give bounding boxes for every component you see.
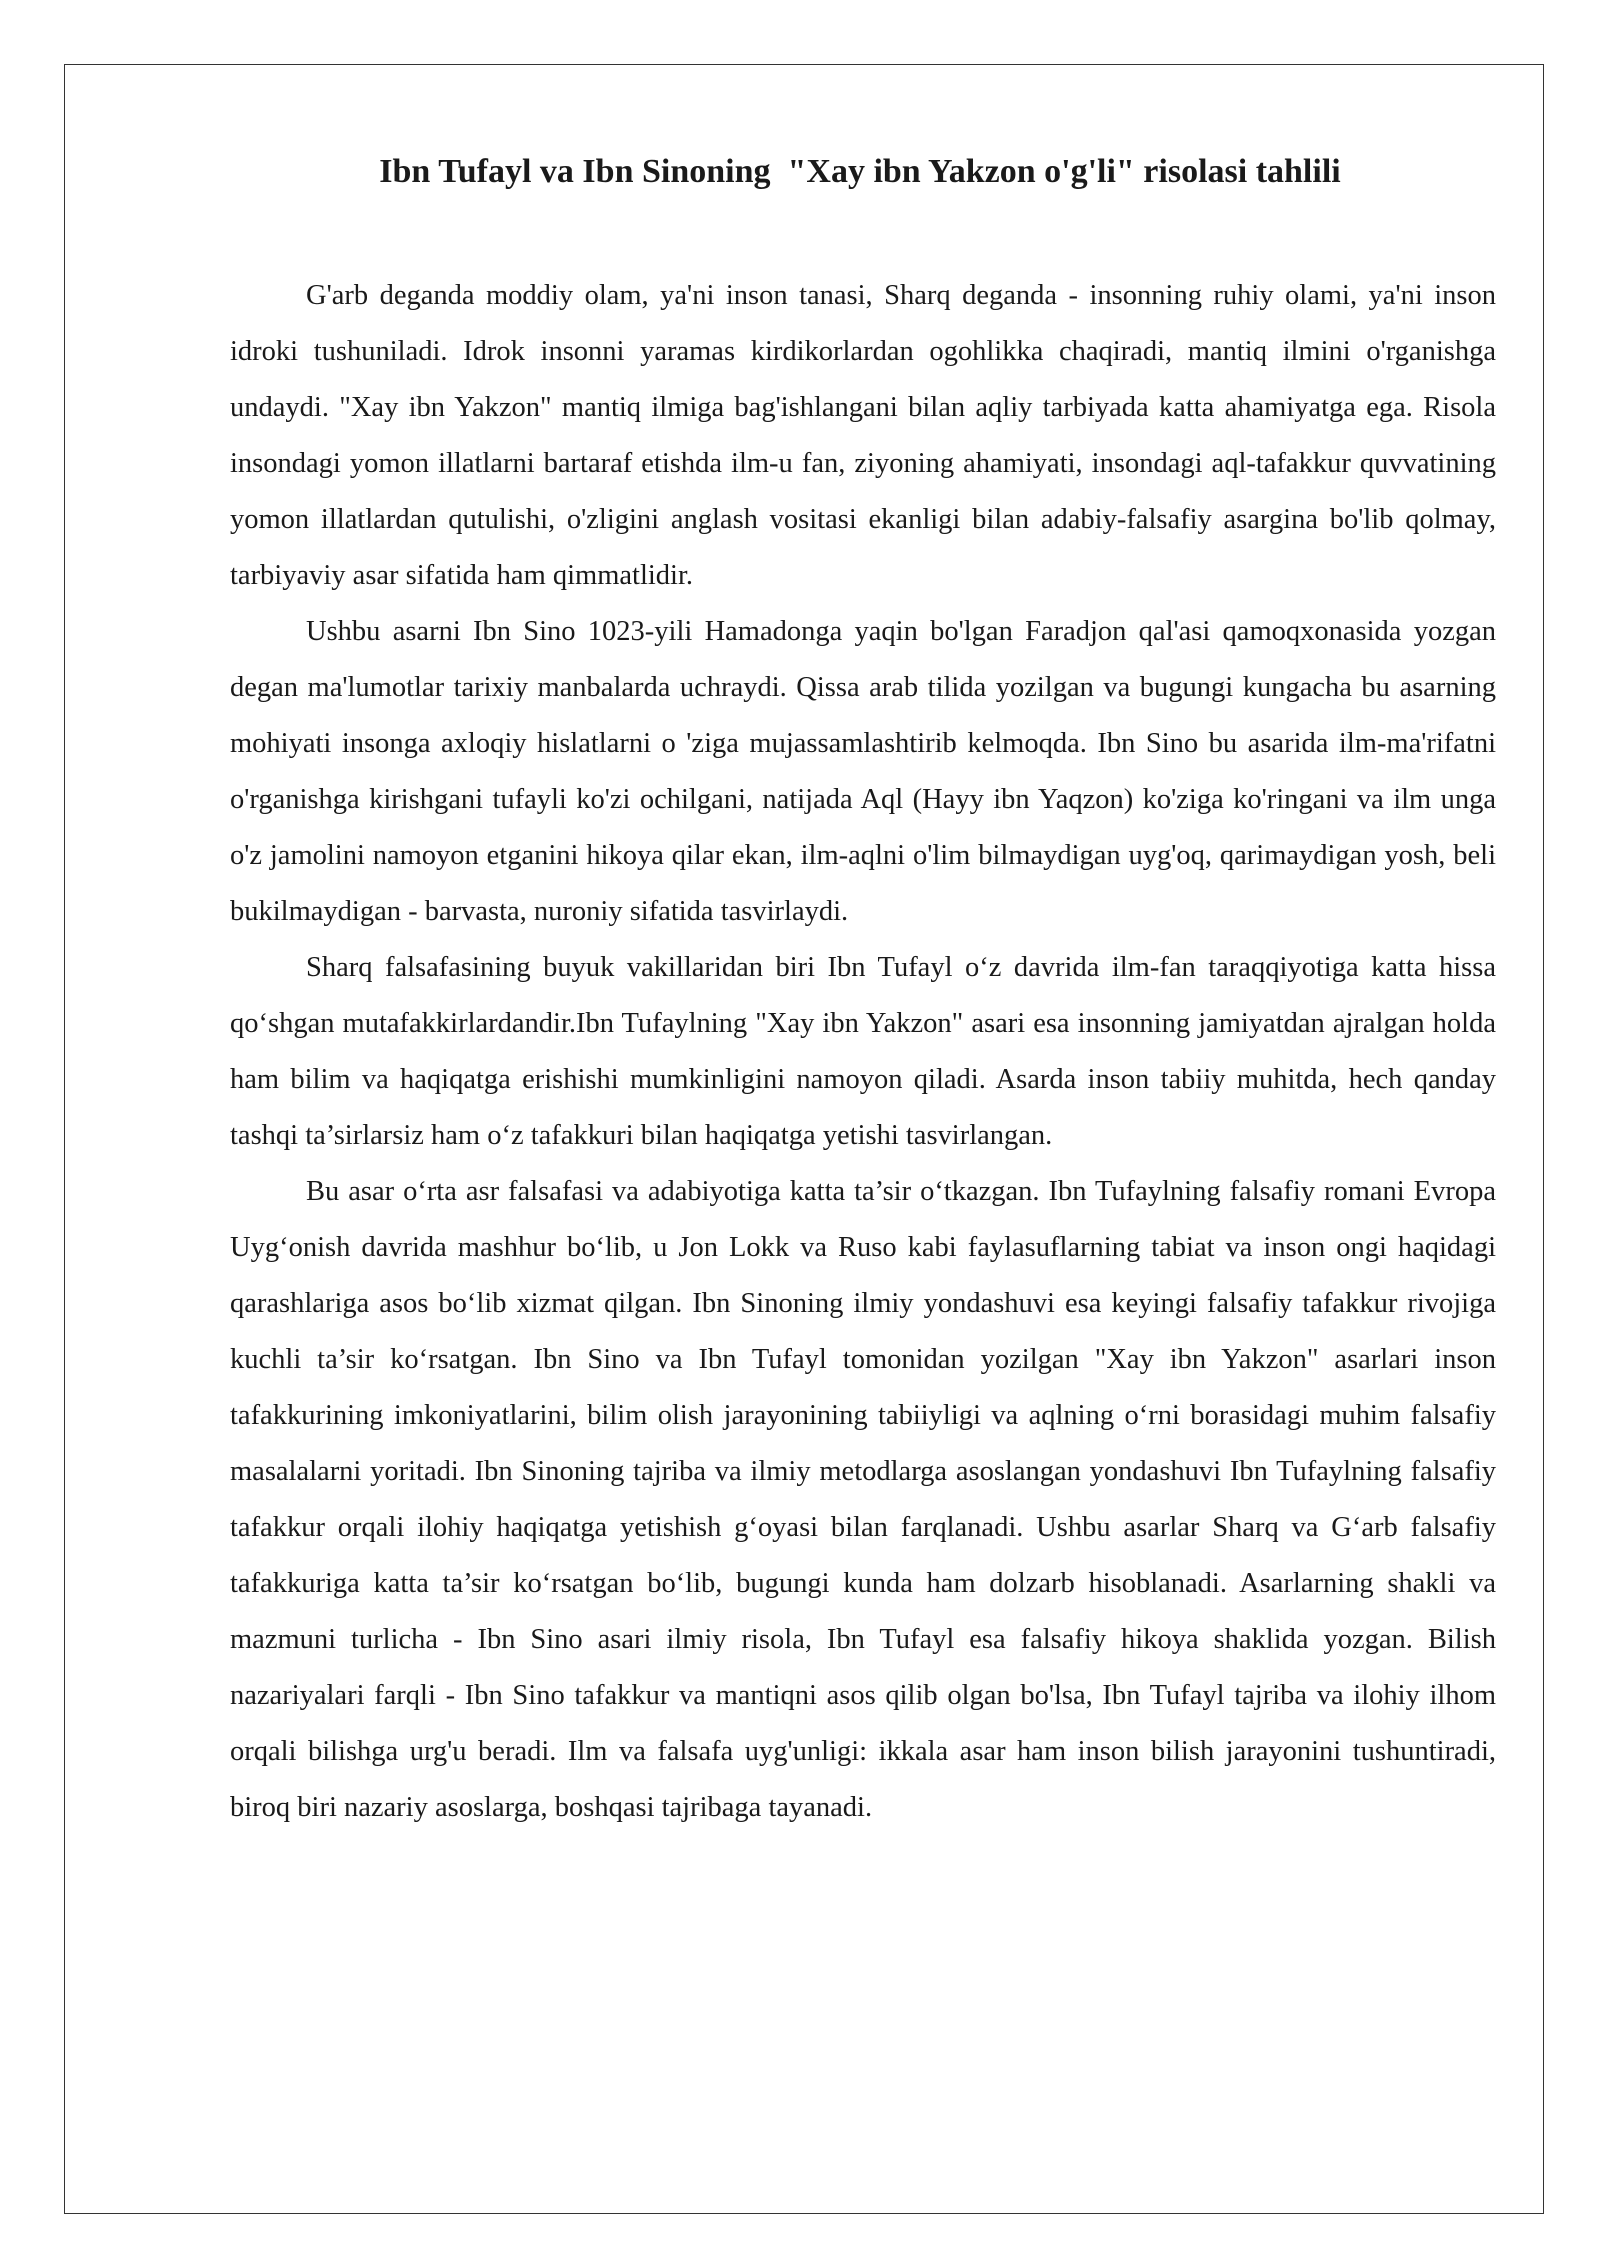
document-title: Ibn Tufayl va Ibn Sinoning "Xay ibn Yakzon o'g'li" risolasi tahlili bbox=[379, 153, 1341, 190]
document-body bbox=[230, 268, 1496, 1836]
paragraph-1: G'arb deganda moddiy olam, ya'ni inson tanasi, Sharq deganda - insonning ruhiy olami, ya'ni inson idroki tushuniladi. Idrok insonni yaramas kirdikorlardan ogohlikka chaqiradi, mantiq ilmini o'rganishga undaydi. "Xay ibn Yakzon" mantiq ilmiga bag'ishlangani bilan aqliy tarbiyada katta ahamiyatga ega. Risola insondagi yomon illatlarni bartaraf etishda ilm-u fan, ziyoning ahamiyati, insondagi aql-tafakkur quvvatining yomon illatlardan qutulishi, o'zligini anglash vositasi ekanligi bilan adabiy-falsafiy asargina bo'lib qolmay, tarbiyaviy asar sifatida ham qimmatlidir. bbox=[230, 280, 1496, 591]
paragraph-4: Bu asar o‘rta asr falsafasi va adabiyotiga katta ta’sir o‘tkazgan. Ibn Tufaylning falsafiy romani Evropa Uyg‘onish davrida mashhur bo‘lib, u Jon Lokk va Ruso kabi faylasuflarning tabiat va inson ongi haqidagi qarashlariga asos bo‘lib xizmat qilgan. Ibn Sinoning ilmiy yondashuvi esa keyingi falsafiy tafakkur rivojiga kuchli ta’sir ko‘rsatgan. Ibn Sino va Ibn Tufayl tomonidan yozilgan "Xay ibn Yakzon" asarlari inson tafakkurining imkoniyatlarini, bilim olish jarayonining tabiiyligi va aqlning o‘rni borasidagi muhim falsafiy masalalarni yoritadi. Ibn Sinoning tajriba va ilmiy metodlarga asoslangan yondashuvi Ibn Tufaylning falsafiy tafakkur orqali ilohiy haqiqatga yetishish g‘oyasi bilan farqlanadi. Ushbu asarlar Sharq va G‘arb falsafiy tafakkuriga katta ta’sir ko‘rsatgan bo‘lib, bugungi kunda ham dolzarb hisoblanadi. Asarlarning shakli va mazmuni turlicha - Ibn Sino asari ilmiy risola, Ibn Tufayl esa falsafiy hikoya shaklida yozgan. Bilish nazariyalari farqli - Ibn Sino tafakkur va mantiqni asos qilib olgan bo'lsa, Ibn Tufayl tajriba va ilohiy ilhom orqali bilishga urg'u beradi. Ilm va falsafa uyg'unligi: ikkala asar ham inson bilish jarayonini tushuntiradi, biroq biri nazariy asoslarga, boshqasi tajribaga tayanadi. bbox=[230, 1176, 1496, 1823]
paragraph-3: Sharq falsafasining buyuk vakillaridan biri Ibn Tufayl o‘z davrida ilm-fan taraqqiyotiga katta hissa qo‘shgan mutafakkirlardandir.Ibn Tufaylning "Xay ibn Yakzon" asari esa insonning jamiyatdan ajralgan holda ham bilim va haqiqatga erishishi mumkinligini namoyon qiladi. Asarda inson tabiiy muhitda, hech qanday tashqi ta’sirlarsiz ham o‘z tafakkuri bilan haqiqatga yetishi tasvirlangan. bbox=[230, 952, 1496, 1151]
paragraph-2: Ushbu asarni Ibn Sino 1023-yili Hamadonga yaqin bo'lgan Faradjon qal'asi qamoqxonasida yozgan degan ma'lumotlar tarixiy manbalarda uchraydi. Qissa arab tilida yozilgan va bugungi kungacha bu asarning mohiyati insonga axloqiy hislatlarni o 'ziga mujassamlashtirib kelmoqda. Ibn Sino bu asarida ilm-ma'rifatni o'rganishga kirishgani tufayli ko'zi ochilgani, natijada Aql (Hayy ibn Yaqzon) ko'ziga ko'ringani va ilm unga o'z jamolini namoyon etganini hikoya qilar ekan, ilm-aqlni o'lim bilmaydigan uyg'oq, qarimaydigan yosh, beli bukilmaydigan - barvasta, nuroniy sifatida tasvirlaydi. bbox=[230, 616, 1496, 927]
